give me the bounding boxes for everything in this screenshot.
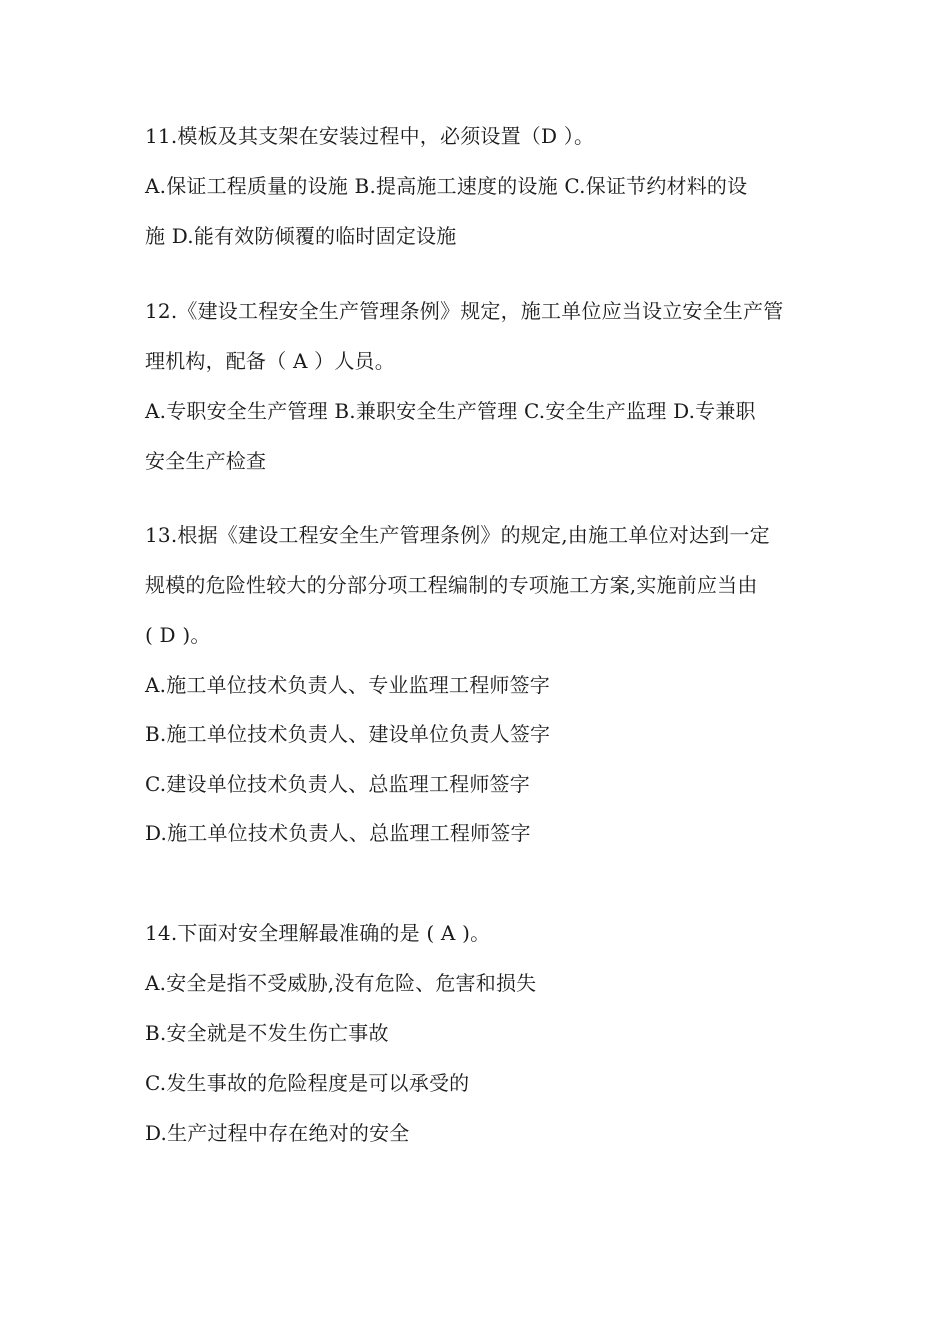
question-13-option-d: D.施工单位技术负责人、总监理工程师签字 xyxy=(145,821,531,845)
question-12-stem-line-1: 12.《建设工程安全生产管理条例》规定，施工单位应当设立安全生产管 xyxy=(145,299,784,323)
question-14-option-d: D.生产过程中存在绝对的安全 xyxy=(145,1121,410,1145)
question-12-stem-line-2: 理机构，配备（ A ）人员。 xyxy=(145,349,395,373)
question-12-options-line-2: 安全生产检查 xyxy=(145,449,267,473)
question-13-stem-line-2: 规模的危险性较大的分部分项工程编制的专项施工方案,实施前应当由 xyxy=(145,573,758,597)
question-13-option-c: C.建设单位技术负责人、总监理工程师签字 xyxy=(145,772,530,796)
question-12-options-line-1: A.专职安全生产管理 B.兼职安全生产管理 C.安全生产监理 D.专兼职 xyxy=(145,399,756,423)
question-11-options-line-1: A.保证工程质量的设施 B.提高施工速度的设施 C.保证节约材料的设 xyxy=(145,174,748,198)
question-14-stem: 14.下面对安全理解最准确的是 ( A )。 xyxy=(145,921,491,945)
question-13-stem-line-1: 13.根据《建设工程安全生产管理条例》的规定,由施工单位对达到一定 xyxy=(145,523,770,547)
question-14-option-a: A.安全是指不受威胁,没有危险、危害和损失 xyxy=(145,971,537,995)
question-11-options-line-2: 施 D.能有效防倾覆的临时固定设施 xyxy=(145,224,457,248)
question-13-option-a: A.施工单位技术负责人、专业监理工程师签字 xyxy=(145,673,551,697)
question-14-option-b: B.安全就是不发生伤亡事故 xyxy=(145,1021,389,1045)
question-13-stem-line-3: ( D )。 xyxy=(145,623,211,647)
question-14-option-c: C.发生事故的危险程度是可以承受的 xyxy=(145,1071,470,1095)
question-13-option-b: B.施工单位技术负责人、建设单位负责人签字 xyxy=(145,722,551,746)
question-11-stem: 11.模板及其支架在安装过程中，必须设置（D ）。 xyxy=(145,124,595,148)
